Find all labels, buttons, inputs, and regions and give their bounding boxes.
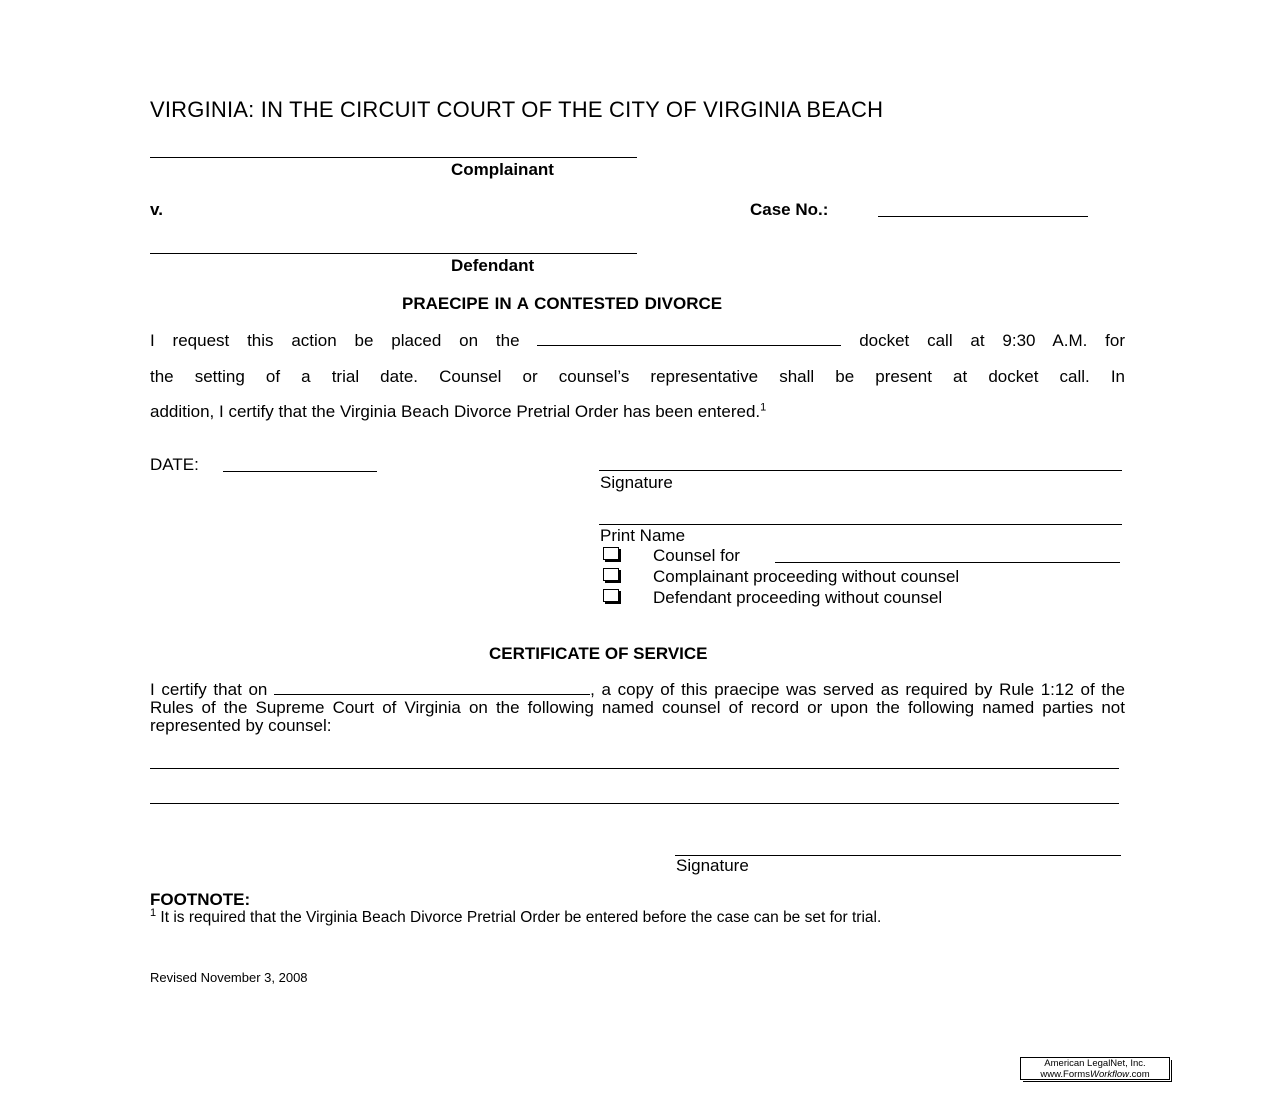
revision-date: Revised November 3, 2008: [150, 970, 308, 985]
footnote-body: It is required that the Virginia Beach Divorce Pretrial Order be entered before the case can be set for trial.: [156, 909, 882, 926]
praecipe-paragraph: [150, 331, 1125, 438]
complainant-pro-se-checkbox[interactable]: [603, 568, 619, 581]
praecipe-line1-start: I request this action be placed on the: [150, 331, 520, 350]
counsel-for-checkbox[interactable]: [603, 547, 619, 560]
certificate-text-rest: , a copy of this praecipe was served as required by Rule 1:12 of the Rules of the Supreme Court of Virginia on the following named counsel of record or upon the following named parties not represented by counsel:: [150, 680, 1125, 735]
defendant-label: Defendant: [451, 256, 535, 275]
praecipe-line3: addition, I certify that the Virginia Beach Divorce Pretrial Order has been entered.: [150, 402, 761, 421]
complainant-pro-se-label: Complainant proceeding without counsel: [653, 567, 960, 586]
certificate-text-start: I certify that on: [150, 680, 268, 699]
defendant-pro-se-checkbox[interactable]: [603, 589, 619, 602]
footnote-number: 1: [150, 906, 157, 919]
signature-label: Signature: [600, 473, 673, 492]
case-no-line[interactable]: [878, 216, 1088, 217]
praecipe-line2: the setting of a trial date. Counsel or counsel’s representative shall be present at docket call. In: [150, 367, 1125, 386]
service-party-line-2[interactable]: [150, 803, 1119, 804]
praecipe-heading: PRAECIPE IN A CONTESTED DIVORCE: [402, 294, 723, 313]
american-legalnet-logo: [1020, 1057, 1170, 1080]
docket-date-blank[interactable]: [537, 331, 841, 346]
logo-line-2: www.FormsWorkflow.com: [1040, 1068, 1150, 1080]
court-title: VIRGINIA: IN THE CIRCUIT COURT OF THE CITY OF VIRGINIA BEACH: [150, 97, 884, 122]
case-no-label: Case No.:: [750, 200, 829, 219]
service-date-blank[interactable]: [274, 681, 590, 695]
certificate-signature-label: Signature: [676, 856, 749, 875]
counsel-for-label: Counsel for: [653, 546, 740, 565]
counsel-for-line[interactable]: [775, 562, 1120, 563]
footnote-text: [150, 906, 1125, 926]
complainant-name-line[interactable]: [150, 157, 637, 158]
footnote-heading: FOOTNOTE:: [150, 890, 251, 909]
print-name-label: Print Name: [600, 526, 686, 545]
logo-shadow: [1023, 1060, 1172, 1082]
defendant-name-line[interactable]: [150, 253, 637, 254]
praecipe-line1-end: docket call at 9:30 A.M. for: [859, 331, 1125, 350]
defendant-pro-se-label: Defendant proceeding without counsel: [653, 588, 943, 607]
signature-line[interactable]: [599, 470, 1122, 471]
date-label: DATE:: [150, 455, 199, 474]
footnote-ref: 1: [760, 401, 767, 414]
certificate-paragraph: [150, 681, 1125, 735]
versus-label: v.: [150, 200, 163, 219]
service-party-line-1[interactable]: [150, 768, 1119, 769]
logo-line-1: American LegalNet, Inc.: [1044, 1058, 1146, 1069]
complainant-label: Complainant: [451, 160, 554, 179]
print-name-line[interactable]: [599, 524, 1122, 525]
certificate-heading: CERTIFICATE OF SERVICE: [489, 644, 708, 663]
date-line[interactable]: [223, 471, 377, 472]
